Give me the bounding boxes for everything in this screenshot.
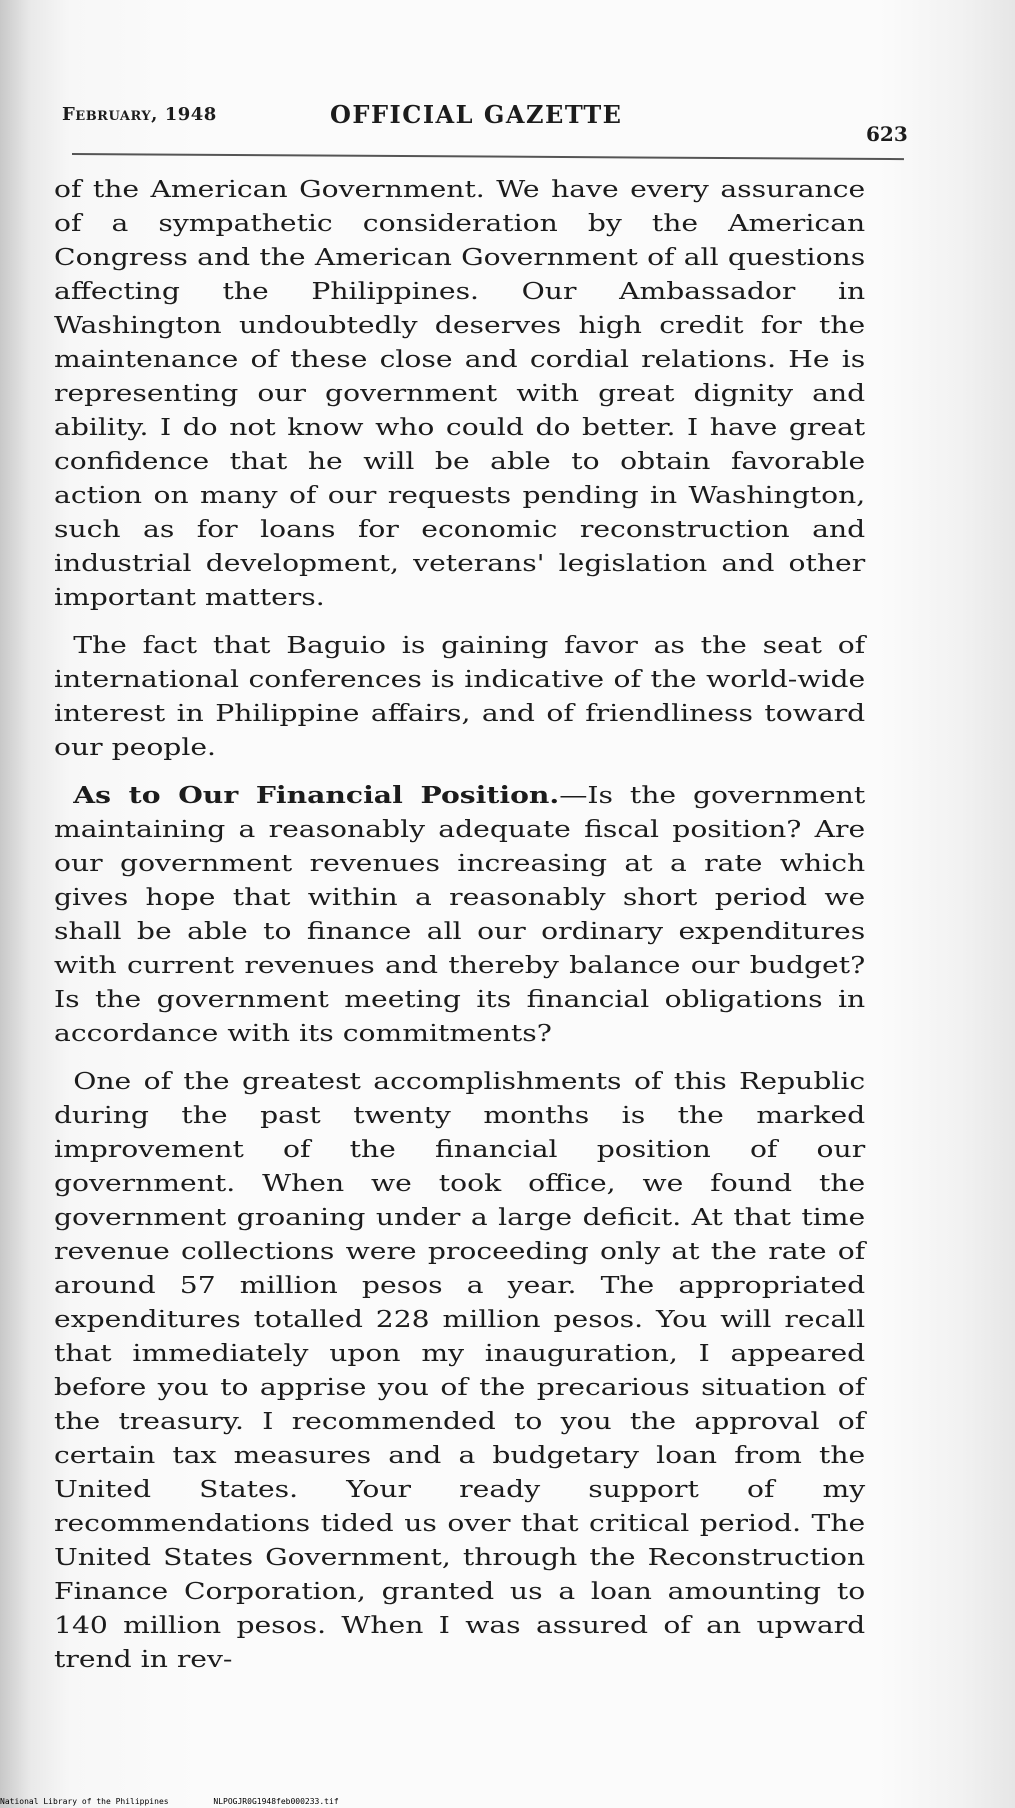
paragraph (54, 778, 865, 1050)
paragraph-text: —Is the government maintaining a reasonably adequate fiscal position? Are our government revenues increasing at a rate which gives hope that within a reasonably short period we shall be able to finance all our ordinary expenditures with current revenues and thereby balance our budget? Is the government meeting its financial obligations in accordance with its commitments? (54, 781, 866, 1047)
scan-filename: NLPOGJR0G1948feb000233.tif (213, 1797, 339, 1806)
paragraph: The fact that Baguio is gaining favor as the seat of international conferences is indicative of the world-wide interest in Philippine affairs, and of friendliness toward our people. (54, 631, 866, 761)
page-header (0, 0, 1015, 170)
section-heading: As to Our Financial Position. (73, 781, 560, 809)
page-number: 623 (866, 122, 908, 146)
header-rule (72, 153, 904, 160)
scan-footer (0, 1796, 1015, 1808)
library-credit: National Library of the Philippines (0, 1797, 169, 1806)
paragraph: One of the greatest accomplishments of this Republic during the past twenty months is the marked improvement of the financial position of our government. When we took office, we found the government groaning under a large deficit. At that time revenue collections were proceeding only at the rate of around 57 million pesos a year. The appropriated expenditures totalled 228 million pesos. You will recall that immediately upon my inauguration, I appeared before you to apprise you of the precarious situation of the treasury. I recommended to you the approval of certain tax measures and a budgetary loan from the United States. Your ready support of my recommendations tided us over that critical period. The United States Government, through the Reconstruction Finance Corporation, granted us a loan amounting to 140 million pesos. When I was assured of an upward trend in rev- (54, 1067, 866, 1673)
article-body (54, 172, 865, 1690)
issue-date: February, 1948 (62, 104, 217, 125)
publication-title: OFFICIAL GAZETTE (330, 100, 623, 129)
paragraph: of the American Government. We have every assurance of a sympathetic consideration by the American Congress and the American Government of all questions affecting the Philippines. Our Ambassador in Washington undoubtedly deserves high credit for the maintenance of these close and cordial relations. He is representing our government with great dignity and ability. I do not know who could do better. I have great confidence that he will be able to obtain favorable action on many of our requests pending in Washington, such as for loans for economic reconstruction and industrial development, veterans' legislation and other important matters. (54, 175, 866, 611)
